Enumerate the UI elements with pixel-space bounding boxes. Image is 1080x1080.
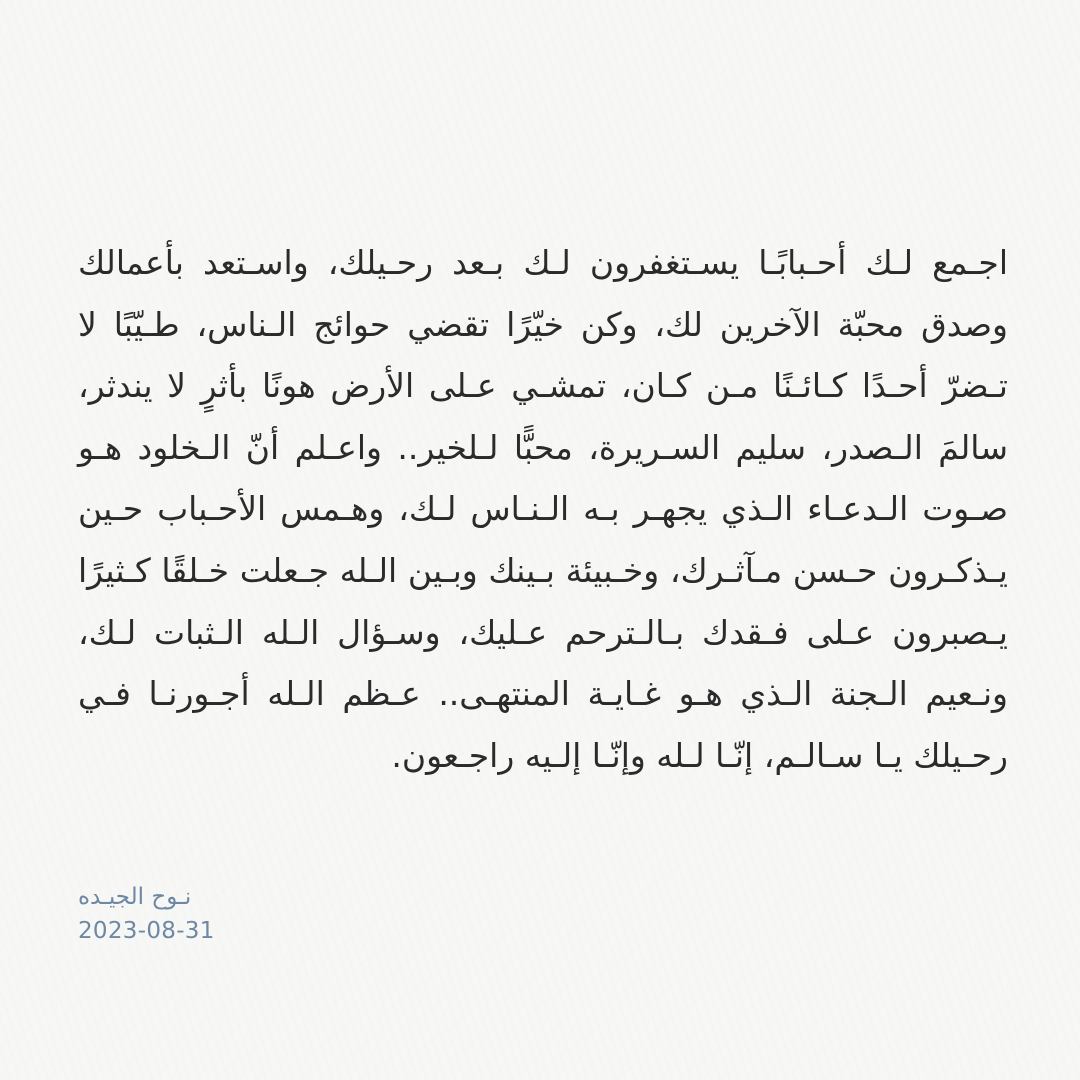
post-body-text: اجـمع لـك أحـبابًـا يسـتغفرون لـك بـعد رحـيلك، واسـتعد بأعمالك وصدق محبّة الآخرين لك، وكن خيّرًا تقضي حوائج الـناس، طـيّبًا لا تـضرّ أحـدًا كـائـنًا مـن كـان، تمشـي عـلى الأرض هونًا بأثرٍ لا يندثر، سالمَ الـصدر، سليم السـريرة، محبًّا لـلخير.. واعـلم أنّ الـخلود هـو صـوت الـدعـاء الـذي يجهـر بـه الـنـاس لـك، وهـمس الأحـباب حـين يـذكـرون حـسن مـآثـرك، وخـبيئة بـينك وبـين الـله جـعلت خـلقًا كـثيرًا يـصبرون عـلى فـقدك بـالـترحم عـليك، وسـؤال الـله الـثبات لـك، ونـعيم الـجنة الـذي هـو غـايـة المنتهـى.. عـظم الـله أجـورنـا فـي رحـيلك يـا سـالـم، إنّـا لـله وإنّـا إلـيه راجـعون. <box>78 243 1008 775</box>
signature-block <box>78 880 378 948</box>
post-date: 2023-08-31 <box>78 918 215 944</box>
author-name: نـوح الجيـده <box>78 884 192 910</box>
